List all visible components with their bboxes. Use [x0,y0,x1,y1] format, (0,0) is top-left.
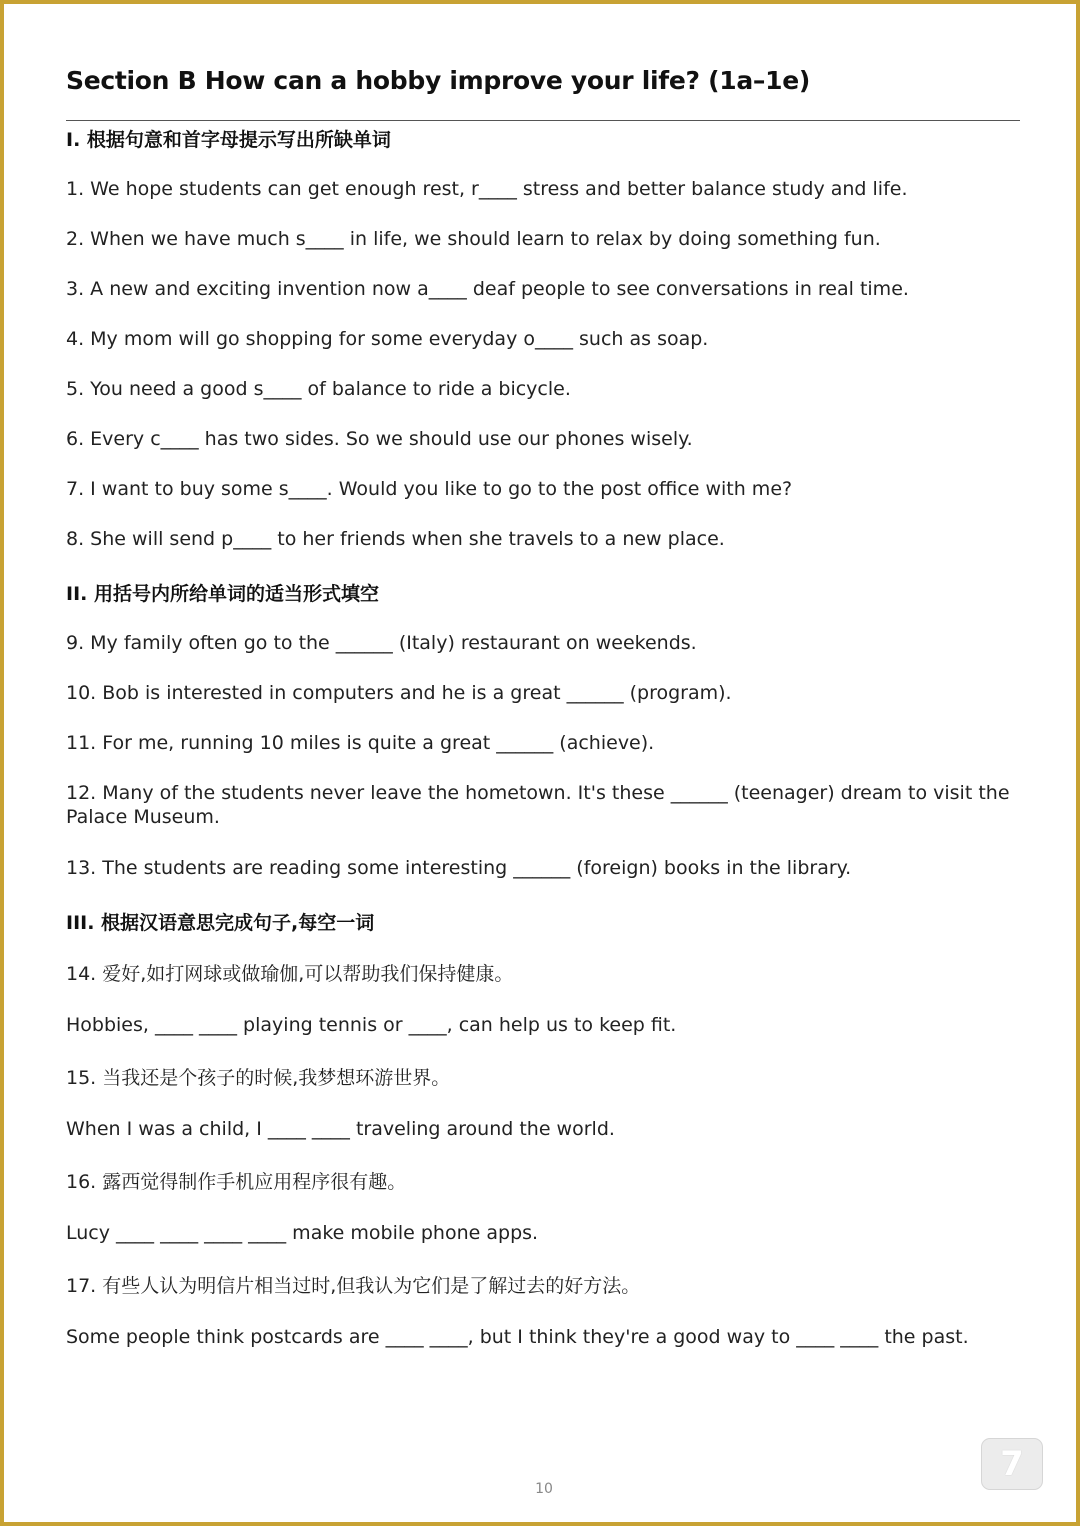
section-3-heading: III. 根据汉语意思完成句子,每空一词 [66,912,375,934]
question-12: 12. Many of the students never leave the hometown. It's these ______ (teenager) dream to visit the Palace Museum. [66,782,1010,828]
question-14-answer: Hobbies, ____ ____ playing tennis or ____, can help us to keep fit. [66,1014,677,1036]
question-16-answer: Lucy ____ ____ ____ ____ make mobile phone apps. [66,1222,539,1244]
question-17-prompt: 17. 有些人认为明信片相当过时,但我认为它们是了解过去的好方法。 [66,1275,641,1297]
page-number: 10 [535,1481,553,1497]
section-2-heading: II. 用括号内所给单词的适当形式填空 [66,583,379,605]
page-title: Section B How can a hobby improve your life? (1a–1e) [66,66,810,95]
question-3: 3. A new and exciting invention now a____ deaf people to see conversations in real time. [66,278,909,300]
question-17-answer: Some people think postcards are ____ ____, but I think they're a good way to ____ ____ the past. [66,1326,969,1348]
question-11: 11. For me, running 10 miles is quite a great ______ (achieve). [66,732,655,754]
question-6: 6. Every c____ has two sides. So we should use our phones wisely. [66,428,693,450]
question-10: 10. Bob is interested in computers and he is a great ______ (program). [66,682,732,704]
question-15-prompt: 15. 当我还是个孩子的时候,我梦想环游世界。 [66,1067,451,1089]
question-9: 9. My family often go to the ______ (Italy) restaurant on weekends. [66,632,697,654]
question-13: 13. The students are reading some interesting ______ (foreign) books in the library. [66,857,852,879]
question-7: 7. I want to buy some s____. Would you like to go to the post office with me? [66,478,793,500]
question-16-prompt: 16. 露西觉得制作手机应用程序很有趣。 [66,1171,407,1193]
question-1: 1. We hope students can get enough rest, r____ stress and better balance study and life. [66,178,908,200]
question-2: 2. When we have much s____ in life, we should learn to relax by doing something fun. [66,228,881,250]
question-14-prompt: 14. 爱好,如打网球或做瑜伽,可以帮助我们保持健康。 [66,963,514,985]
question-15-answer: When I was a child, I ____ ____ traveling around the world. [66,1118,615,1140]
section-1-heading: I. 根据句意和首字母提示写出所缺单词 [66,129,391,151]
question-5: 5. You need a good s____ of balance to ride a bicycle. [66,378,571,400]
question-8: 8. She will send p____ to her friends when she travels to a new place. [66,528,725,550]
question-4: 4. My mom will go shopping for some everyday o____ such as soap. [66,328,709,350]
page-badge: 7 [981,1438,1043,1490]
title-divider [66,120,1020,121]
